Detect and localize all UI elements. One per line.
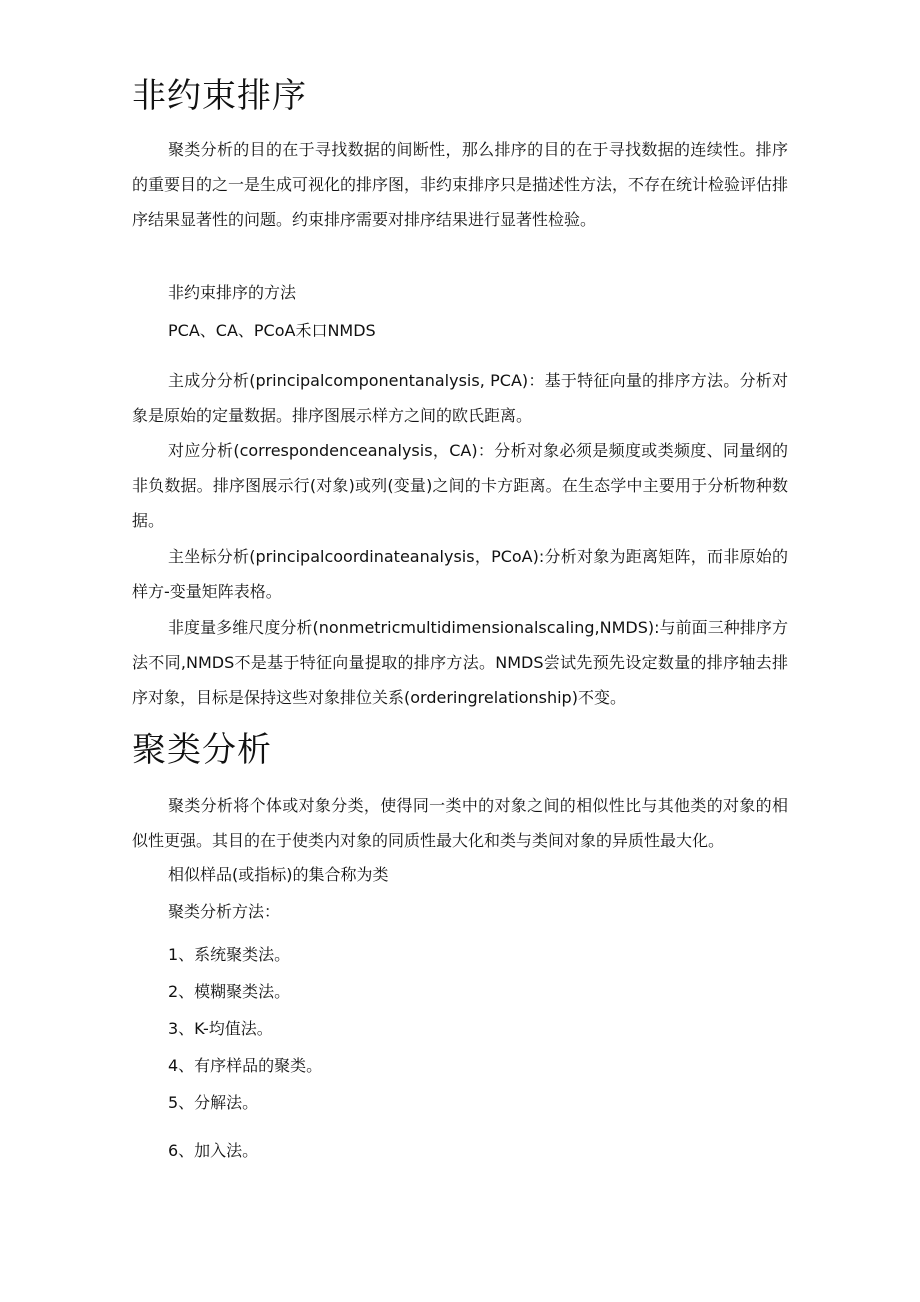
section-title-cluster-analysis: 聚类分析	[132, 730, 272, 770]
paragraph-ca: 对应分析(correspondenceanalysis，CA)：分析对象必须是频度或类频度、同量纲的非负数据。排序图展示行(对象)或列(变量)之间的卡方距离。在生态学中主要用于分析物种数据。	[132, 441, 788, 530]
list-item: 2、模糊聚类法。	[168, 982, 291, 1001]
methods-list: PCA、CA、PCoA禾口NMDS	[168, 321, 376, 340]
list-item: 4、有序样品的聚类。	[168, 1056, 323, 1075]
list-item: 5、分解法。	[168, 1093, 259, 1112]
paragraph-ordination-intro: 聚类分析的目的在于寻找数据的间断性，那么排序的目的在于寻找数据的连续性。排序的重要目的之一是生成可视化的排序图，非约束排序只是描述性方法，不存在统计检验评估排序结果显著性的问题。约束排序需要对排序结果进行显著性检验。	[132, 140, 789, 229]
paragraph-pca: 主成分分析(principalcomponentanalysis, PCA)：基于特征向量的排序方法。分析对象是原始的定量数据。排序图展示样方之间的欧氏距离。	[132, 371, 788, 425]
paragraph-cluster-intro: 聚类分析将个体或对象分类，使得同一类中的对象之间的相似性比与其他类的对象的相似性更强。其目的在于使类内对象的同质性最大化和类与类间对象的异质性最大化。	[132, 796, 788, 850]
cluster-methods-heading: 聚类分析方法：	[168, 902, 281, 921]
cluster-definition: 相似样品(或指标)的集合称为类	[168, 865, 389, 884]
list-item: 6、加入法。	[168, 1141, 259, 1160]
section-title-unconstrained-ordination: 非约束排序	[132, 76, 307, 116]
list-item: 1、系统聚类法。	[168, 945, 291, 964]
list-item: 3、K-均值法。	[168, 1019, 273, 1038]
paragraph-nmds: 非度量多维尺度分析(nonmetricmultidimensionalscaling,NMDS):与前面三种排序方法不同,NMDS不是基于特征向量提取的排序方法。NMDS尝试先预先设定数量的排序轴去排序对象，目标是保持这些对象排位关系(orderingrelationship)不变。	[132, 618, 788, 707]
methods-heading: 非约束排序的方法	[168, 283, 297, 302]
paragraph-pcoa: 主坐标分析(principalcoordinateanalysis，PCoA):分析对象为距离矩阵，而非原始的样方-变量矩阵表格。	[132, 547, 788, 601]
